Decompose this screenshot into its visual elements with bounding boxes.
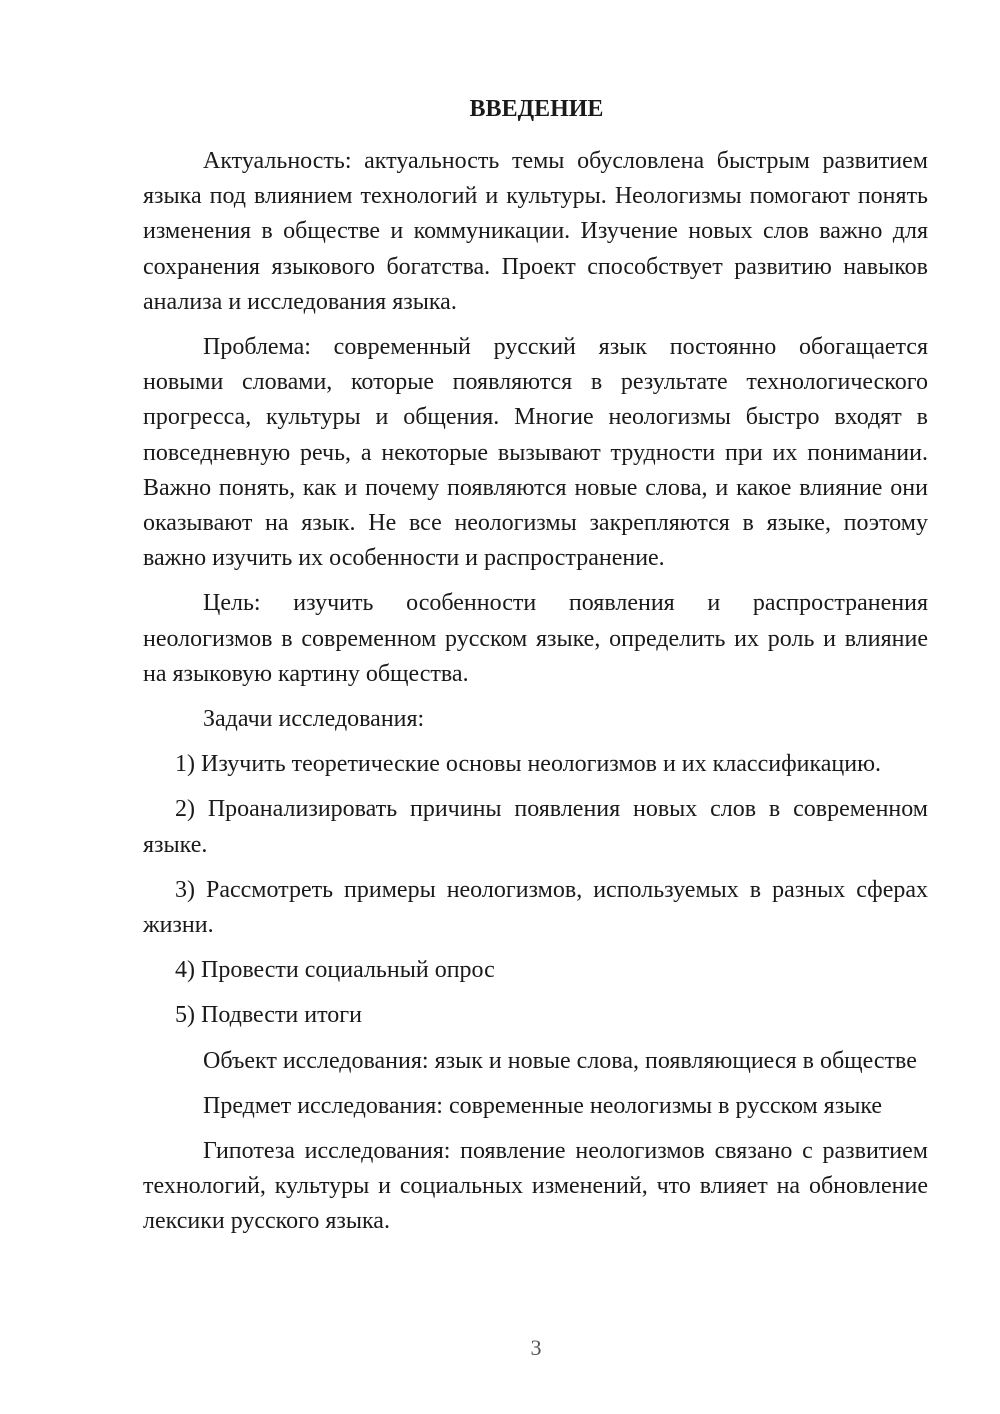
problem-paragraph: Проблема: современный русский язык постоянно обогащается новыми словами, которые появляются в результате технологического прогресса, культуры и общения. Многие неологизмы быстро входят в повседневную речь, а некоторые вызывают трудности при их понимании. Важно понять, как и почему появляются новые слова, и какое влияние они оказывают на язык. Не все неологизмы закрепляются в языке, поэтому важно изучить их особенности и распространение. [143,334,928,572]
subject-paragraph: Предмет исследования: современные неологизмы в русском языке [203,1092,883,1119]
task-item: 4) Провести социальный опрос [175,957,495,984]
object-paragraph: Объект исследования: язык и новые слова, появляющиеся в обществе [203,1047,917,1074]
hypothesis-paragraph: Гипотеза исследования: появление неологизмов связано с развитием технологий, культуры и социальных изменений, что влияет на обновление лексики русского языка. [143,1138,928,1235]
task-item: 3) Рассмотреть примеры неологизмов, используемых в разных сферах жизни. [143,876,928,939]
page-content [143,92,928,1250]
page-number: 3 [530,1335,542,1360]
section-title: ВВЕДЕНИЕ [469,96,604,122]
task-item: 5) Подвести итоги [175,1002,362,1029]
task-item: 2) Проанализировать причины появления новых слов в современном языке. [143,796,928,858]
tasks-heading: Задачи исследования: [203,706,425,733]
goal-paragraph: Цель: изучить особенности появления и распространения неологизмов в современном русском языке, определить их роль и влияние на языковую картину общества. [143,590,928,687]
relevance-paragraph: Актуальность: актуальность темы обусловлена быстрым развитием языка под влиянием технологий и культуры. Неологизмы помогают понять изменения в обществе и коммуникации. Изучение новых слов важно для сохранения языкового богатства. Проект способствует развитию навыков анализа и исследования языка. [143,148,928,315]
task-item: 1) Изучить теоретические основы неологизмов и их классификацию. [175,751,882,778]
